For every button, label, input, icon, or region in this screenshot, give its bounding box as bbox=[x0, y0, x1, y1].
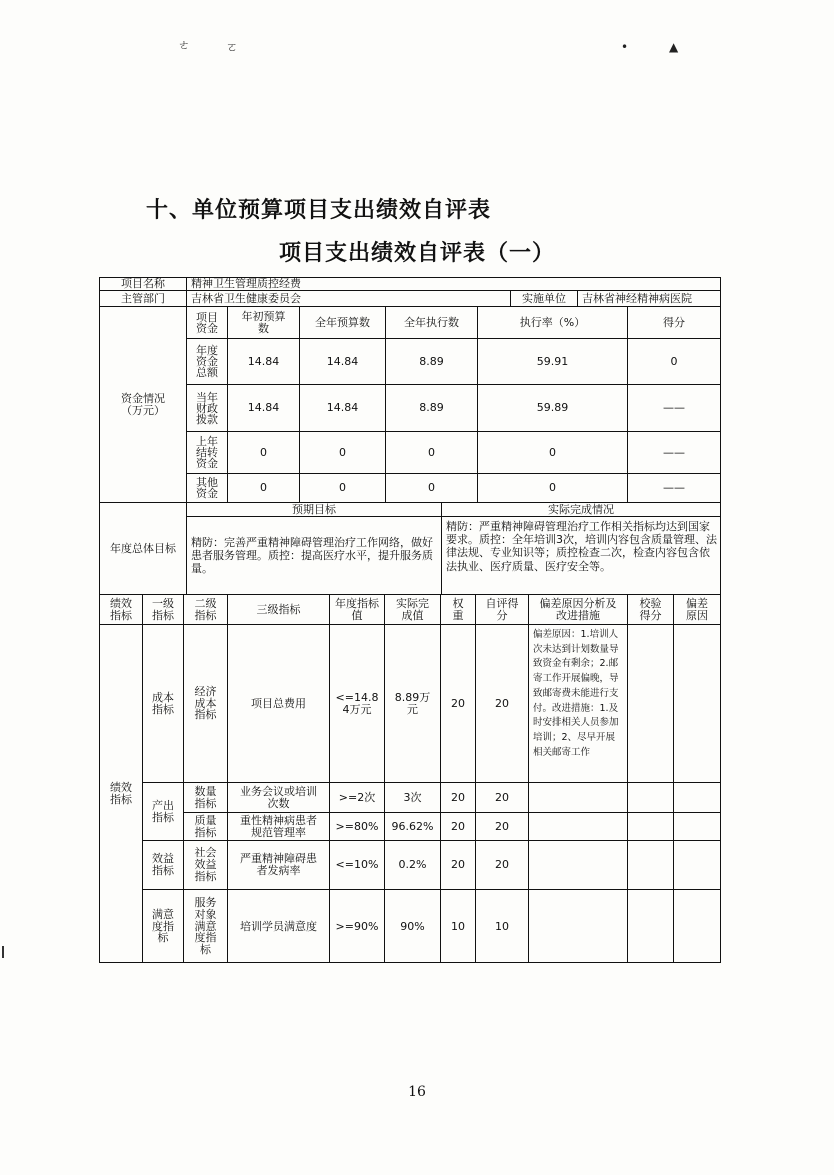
funds-col-executed: 全年执行数 bbox=[386, 307, 478, 339]
ind-level1-text: 产出指标 bbox=[152, 798, 174, 824]
ind-analysis bbox=[529, 813, 628, 841]
ind-weight: 20 bbox=[441, 841, 476, 890]
ind-target: >=90% bbox=[330, 890, 385, 963]
ind-deviation bbox=[674, 783, 720, 813]
goals-actual-text: 精防：严重精神障碍管理治疗工作相关指标均达到国家要求。质控：全年培训3次，培训内容包含质量管理、法律法规、专业知识等；质控检查二次，检查内容包含依法执业、医疗质量、医疗安全等。 bbox=[442, 517, 720, 595]
ind-level3-text: 业务会议或培训次数 bbox=[240, 784, 317, 810]
project-name-label: 项目名称 bbox=[100, 278, 187, 291]
funds-row-annual: 14.84 bbox=[300, 339, 386, 385]
ind-col-actual: 实际完成值 bbox=[385, 595, 441, 625]
ind-level1 bbox=[143, 625, 184, 783]
ind-target: <=10% bbox=[330, 841, 385, 890]
dept-label: 主管部门 bbox=[100, 291, 187, 307]
ind-col-weight: 权重 bbox=[441, 595, 476, 625]
unit-value: 吉林省神经精神病医院 bbox=[578, 291, 720, 307]
funds-row-annual: 0 bbox=[300, 474, 386, 503]
scan-mark: ▲ bbox=[669, 40, 679, 54]
funds-row-score: —— bbox=[628, 432, 720, 474]
ind-actual: 3次 bbox=[385, 783, 441, 813]
ind-weight: 20 bbox=[441, 783, 476, 813]
scan-mark: ㄛ bbox=[226, 40, 239, 54]
funds-row-initial: 0 bbox=[228, 474, 300, 503]
ind-col-level1: 一级指标 bbox=[143, 595, 184, 625]
funds-row-executed: 8.89 bbox=[386, 339, 478, 385]
ind-score: 20 bbox=[476, 813, 529, 841]
ind-deviation bbox=[674, 841, 720, 890]
ind-check bbox=[628, 813, 674, 841]
scan-mark: ㄜ bbox=[178, 38, 191, 52]
ind-weight: 20 bbox=[441, 625, 476, 783]
funds-row-initial: 14.84 bbox=[228, 385, 300, 432]
funds-col-rate: 执行率（%） bbox=[478, 307, 628, 339]
ind-analysis: 偏差原因：1.培训人次未达到计划数量导致资金有剩余；2.邮寄工作开展偏晚，导致邮寄费未能进行支付。改进措施：1.及时安排相关人员参加培训；2、尽早开展相关邮寄工作 bbox=[529, 625, 628, 783]
ind-level1 bbox=[143, 890, 184, 963]
funds-row-score: —— bbox=[628, 474, 720, 503]
funds-col-annual: 全年预算数 bbox=[300, 307, 386, 339]
project-name-value: 精神卫生管理质控经费 bbox=[187, 278, 720, 291]
table-title: 项目支出绩效自评表（一） bbox=[278, 240, 555, 266]
ind-group-label-text: 绩效指标 bbox=[110, 781, 132, 806]
ind-level2 bbox=[184, 841, 228, 890]
goals-actual-label: 实际完成情况 bbox=[442, 503, 720, 517]
ind-level2 bbox=[184, 783, 228, 813]
funds-col-item: 项目资金 bbox=[187, 307, 228, 339]
ind-level2-text: 社会效益指标 bbox=[194, 846, 217, 883]
section-title: 十、单位预算项目支出绩效自评表 bbox=[146, 198, 492, 223]
ind-deviation bbox=[674, 625, 720, 783]
ind-target: >=2次 bbox=[330, 783, 385, 813]
ind-level1-text: 效益指标 bbox=[152, 852, 174, 877]
ind-score: 10 bbox=[476, 890, 529, 963]
ind-level3 bbox=[228, 783, 330, 813]
funds-row-executed: 8.89 bbox=[386, 385, 478, 432]
scan-mark: • bbox=[621, 40, 629, 54]
ind-target bbox=[330, 625, 385, 783]
ind-level3-text: 重性精神病患者规范管理率 bbox=[240, 813, 317, 839]
ind-actual: 90% bbox=[385, 890, 441, 963]
funds-row-score: 0 bbox=[628, 339, 720, 385]
ind-check bbox=[628, 625, 674, 783]
ind-analysis bbox=[529, 890, 628, 963]
ind-level2-text: 数量指标 bbox=[194, 784, 217, 810]
funds-row-rate: 0 bbox=[478, 432, 628, 474]
funds-row-rate: 0 bbox=[478, 474, 628, 503]
funds-label bbox=[100, 307, 187, 503]
ind-col-level2: 二级指标 bbox=[184, 595, 228, 625]
scan-mark bbox=[2, 946, 4, 958]
funds-row-rate: 59.89 bbox=[478, 385, 628, 432]
ind-level2 bbox=[184, 625, 228, 783]
ind-level1-text: 满意度指标 bbox=[152, 907, 174, 945]
ind-deviation bbox=[674, 813, 720, 841]
funds-row-name: 上年结转资金 bbox=[187, 432, 228, 474]
ind-analysis bbox=[529, 783, 628, 813]
goals-expected-text: 精防：完善严重精神障碍管理治疗工作网络，做好患者服务管理。质控：提高医疗水平，提升服务质量。 bbox=[187, 517, 442, 595]
ind-level2-text: 经济成本指标 bbox=[194, 684, 217, 722]
goals-expected-label: 预期目标 bbox=[187, 503, 442, 517]
funds-row-name: 年度资金总额 bbox=[187, 339, 228, 385]
ind-col-score: 自评得分 bbox=[476, 595, 529, 625]
funds-row-initial: 0 bbox=[228, 432, 300, 474]
funds-row-executed: 0 bbox=[386, 474, 478, 503]
funds-row-annual: 14.84 bbox=[300, 385, 386, 432]
ind-level3: 项目总费用 bbox=[228, 625, 330, 783]
goals-label bbox=[100, 503, 187, 595]
ind-score: 20 bbox=[476, 625, 529, 783]
ind-level2 bbox=[184, 890, 228, 963]
ind-col-deviation: 偏差原因 bbox=[674, 595, 720, 625]
ind-weight: 10 bbox=[441, 890, 476, 963]
ind-level2-text: 质量指标 bbox=[194, 813, 217, 839]
ind-check bbox=[628, 841, 674, 890]
ind-col-target: 年度指标值 bbox=[330, 595, 385, 625]
ind-target: >=80% bbox=[330, 813, 385, 841]
ind-actual bbox=[385, 625, 441, 783]
funds-row-executed: 0 bbox=[386, 432, 478, 474]
ind-score: 20 bbox=[476, 783, 529, 813]
ind-level3-text: 严重精神障碍患者发病率 bbox=[240, 852, 317, 877]
funds-row-name: 当年财政拨款 bbox=[187, 385, 228, 432]
ind-level1 bbox=[143, 783, 184, 841]
evaluation-table bbox=[99, 277, 721, 963]
ind-level3 bbox=[228, 890, 330, 963]
funds-col-score: 得分 bbox=[628, 307, 720, 339]
ind-target-text: <=14.84万元 bbox=[335, 690, 379, 716]
ind-level3 bbox=[228, 813, 330, 841]
ind-level3-text: 培训学员满意度 bbox=[240, 919, 317, 933]
unit-label: 实施单位 bbox=[511, 291, 578, 307]
funds-row-score: —— bbox=[628, 385, 720, 432]
ind-col-analysis: 偏差原因分析及改进措施 bbox=[529, 595, 628, 625]
page-number: 16 bbox=[408, 1084, 426, 1100]
funds-col-initial: 年初预算数 bbox=[228, 307, 300, 339]
dept-value: 吉林省卫生健康委员会 bbox=[187, 291, 511, 307]
ind-actual: 96.62% bbox=[385, 813, 441, 841]
ind-actual-text: 8.89万元 bbox=[394, 690, 431, 716]
ind-check bbox=[628, 890, 674, 963]
funds-label-text: 资金情况（万元） bbox=[121, 391, 165, 417]
funds-row-rate: 59.91 bbox=[478, 339, 628, 385]
ind-analysis bbox=[529, 841, 628, 890]
ind-col-group: 绩效指标 bbox=[100, 595, 143, 625]
ind-level3 bbox=[228, 841, 330, 890]
funds-row-annual: 0 bbox=[300, 432, 386, 474]
ind-col-level3: 三级指标 bbox=[228, 595, 330, 625]
ind-level1 bbox=[143, 841, 184, 890]
ind-weight: 20 bbox=[441, 813, 476, 841]
funds-row-initial: 14.84 bbox=[228, 339, 300, 385]
ind-level2-text: 服务对象满意度指标 bbox=[194, 895, 217, 957]
ind-group-label bbox=[100, 625, 143, 963]
ind-level2 bbox=[184, 813, 228, 841]
ind-check bbox=[628, 783, 674, 813]
goals-label-text: 年度总体目标 bbox=[110, 541, 176, 555]
ind-score: 20 bbox=[476, 841, 529, 890]
ind-actual: 0.2% bbox=[385, 841, 441, 890]
funds-row-name: 其他资金 bbox=[187, 474, 228, 503]
ind-col-check: 校验得分 bbox=[628, 595, 674, 625]
ind-deviation bbox=[674, 890, 720, 963]
ind-level1-text: 成本指标 bbox=[152, 690, 174, 716]
